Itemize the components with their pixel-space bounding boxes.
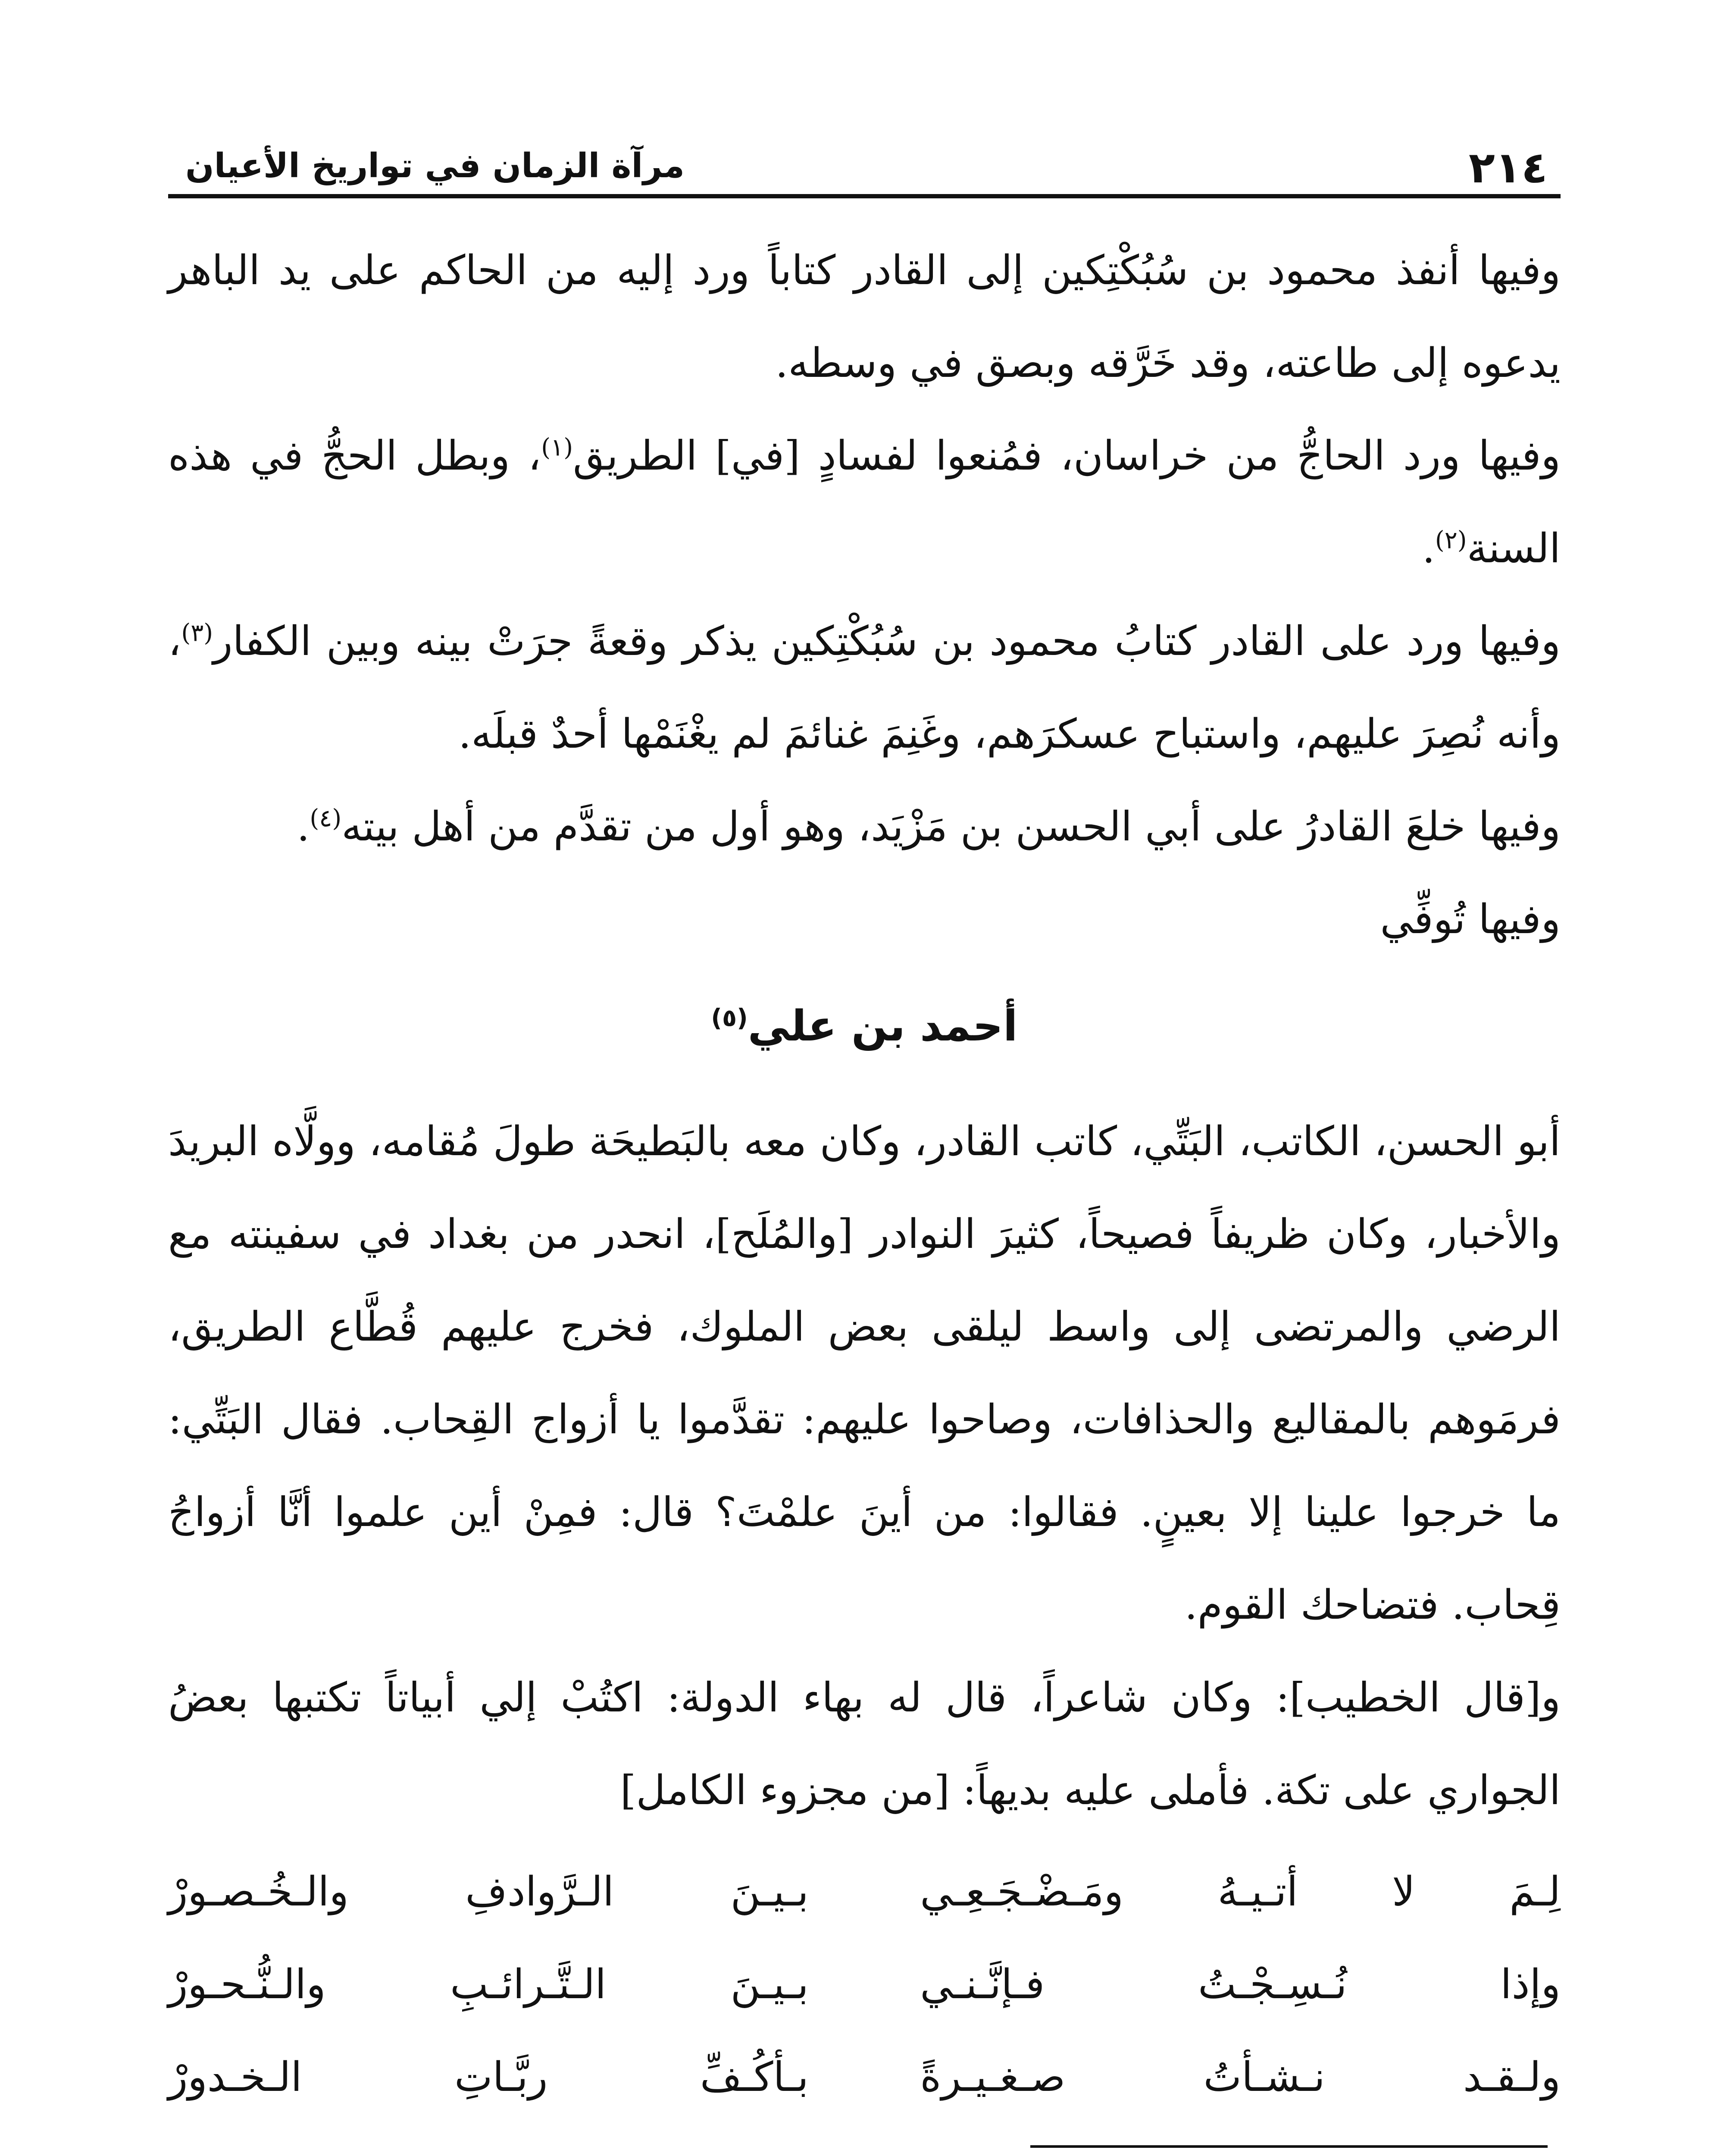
paragraph-text: وفيها ورد على القادر كتابُ محمود بن سُبُكْتِكين يذكر وقعةً جرَتْ بينه وبين الكفار	[213, 618, 1561, 665]
poem-verse	[168, 1938, 1561, 2031]
paragraph-5	[168, 873, 1561, 966]
second-hemistich: بـيـنَ الـرَّوادفِ والـخُـصـورْ	[168, 1868, 809, 1915]
footnote-marker: (١)	[541, 433, 573, 462]
footnote-divider	[1030, 2145, 1548, 2148]
bio-paragraph-1	[168, 1095, 1561, 1651]
paragraph-text: وفيها ورد الحاجُّ من خراسان، فمُنعوا لفسادٍ [في] الطريق	[573, 432, 1561, 479]
paragraph-text: وفيها خلعَ القادرُ على أبي الحسن بن مَزْيَد، وهو أول من تقدَّم من أهل بيته	[341, 803, 1561, 850]
first-hemistich: ولـقـد نـشـأتُ صـغـيـرةً	[920, 2054, 1561, 2101]
first-hemistich: لِـمَ لا أتـيـهُ ومَـضْـجَـعِـي	[920, 1868, 1561, 1915]
paragraph-text: أبو الحسن، الكاتب، البَتِّي، كاتب القادر، وكان معه بالبَطيحَة طولَ مُقامه، وولَّاه البريدَ والأخبار، وكان ظريفاً فصيحاً، كثيرَ النوادر [والمُلَح]، انحدر من بغداد في سفينته مع الرضي والمرتضى إلى واسط ليلقى بعض الملوك، فخرج عليهم قُطَّاع الطريق، فرمَوهم بالمقاليع والحذافات، وصاحوا عليهم: تقدَّموا يا أزواج القِحاب. فقال البَتِّي: ما خرجوا علينا إلا بعينٍ. فقالوا: من أينَ علمْتَ؟ قال: فمِنْ أين علموا أنَّا أزواجُ قِحاب. فتضاحك القوم.	[168, 1118, 1561, 1629]
paragraph-text: وفيها تُوفِّي	[1380, 896, 1561, 943]
paragraph-text: وفيها أنفذ محمود بن سُبُكْتِكين إلى القادر كتاباً ورد إليه من الحاكم على يد الباهر يدعوه إلى طاعته، وقد خَرَّقه وبصق في وسطه.	[168, 247, 1561, 387]
first-hemistich: وإذا نُـسِـجْـتُ فـإنَّـنـي	[920, 1961, 1561, 2008]
book-page	[168, 142, 1561, 2156]
second-hemistich: بـأكُـفِّ ربَّـاتِ الـخـدورْ	[168, 2054, 809, 2101]
paragraph-4	[168, 780, 1561, 873]
footnote-marker: (٢)	[1435, 526, 1467, 555]
poem-verse	[168, 2031, 1561, 2124]
paragraph-text: ، وبطل الحجُّ في هذه السنة	[168, 432, 1561, 572]
footnote-marker: (٣)	[181, 619, 213, 647]
paragraph-text: و[قال الخطيب]: وكان شاعراً، قال له بهاء الدولة: اكتُبْ إلي أبياتاً تكتبها بعضُ الجواري على تكة. فأملى عليه بديهاً: [من مجزوء الكامل]	[168, 1674, 1561, 1814]
paragraph-2	[168, 410, 1561, 595]
paragraph-text: ، وأنه نُصِرَ عليهم، واستباح عسكرَهم، وغَنِمَ غنائمَ لم يغْنَمْها أحدٌ قبلَه.	[168, 618, 1561, 758]
page-body	[168, 224, 1561, 2124]
section-heading	[168, 992, 1561, 1061]
footnote-marker: (٤)	[310, 804, 342, 833]
section-heading-text: أحمد بن علي	[748, 1002, 1018, 1051]
poem	[168, 1846, 1561, 2124]
poem-verse	[168, 1846, 1561, 1938]
paragraph-1	[168, 224, 1561, 410]
footnote-marker: (٥)	[711, 1004, 748, 1032]
page-header	[168, 142, 1561, 198]
paragraph-text: .	[1422, 525, 1435, 572]
bio-paragraph-2	[168, 1651, 1561, 1837]
paragraph-3	[168, 595, 1561, 780]
paragraph-text: .	[297, 803, 310, 850]
running-title: مرآة الزمان في تواريخ الأعيان	[185, 147, 685, 185]
second-hemistich: بـيـنَ الـتَّـرائـبِ والـنُّـحـورْ	[168, 1961, 809, 2008]
page-number: ٢١٤	[1468, 142, 1548, 193]
